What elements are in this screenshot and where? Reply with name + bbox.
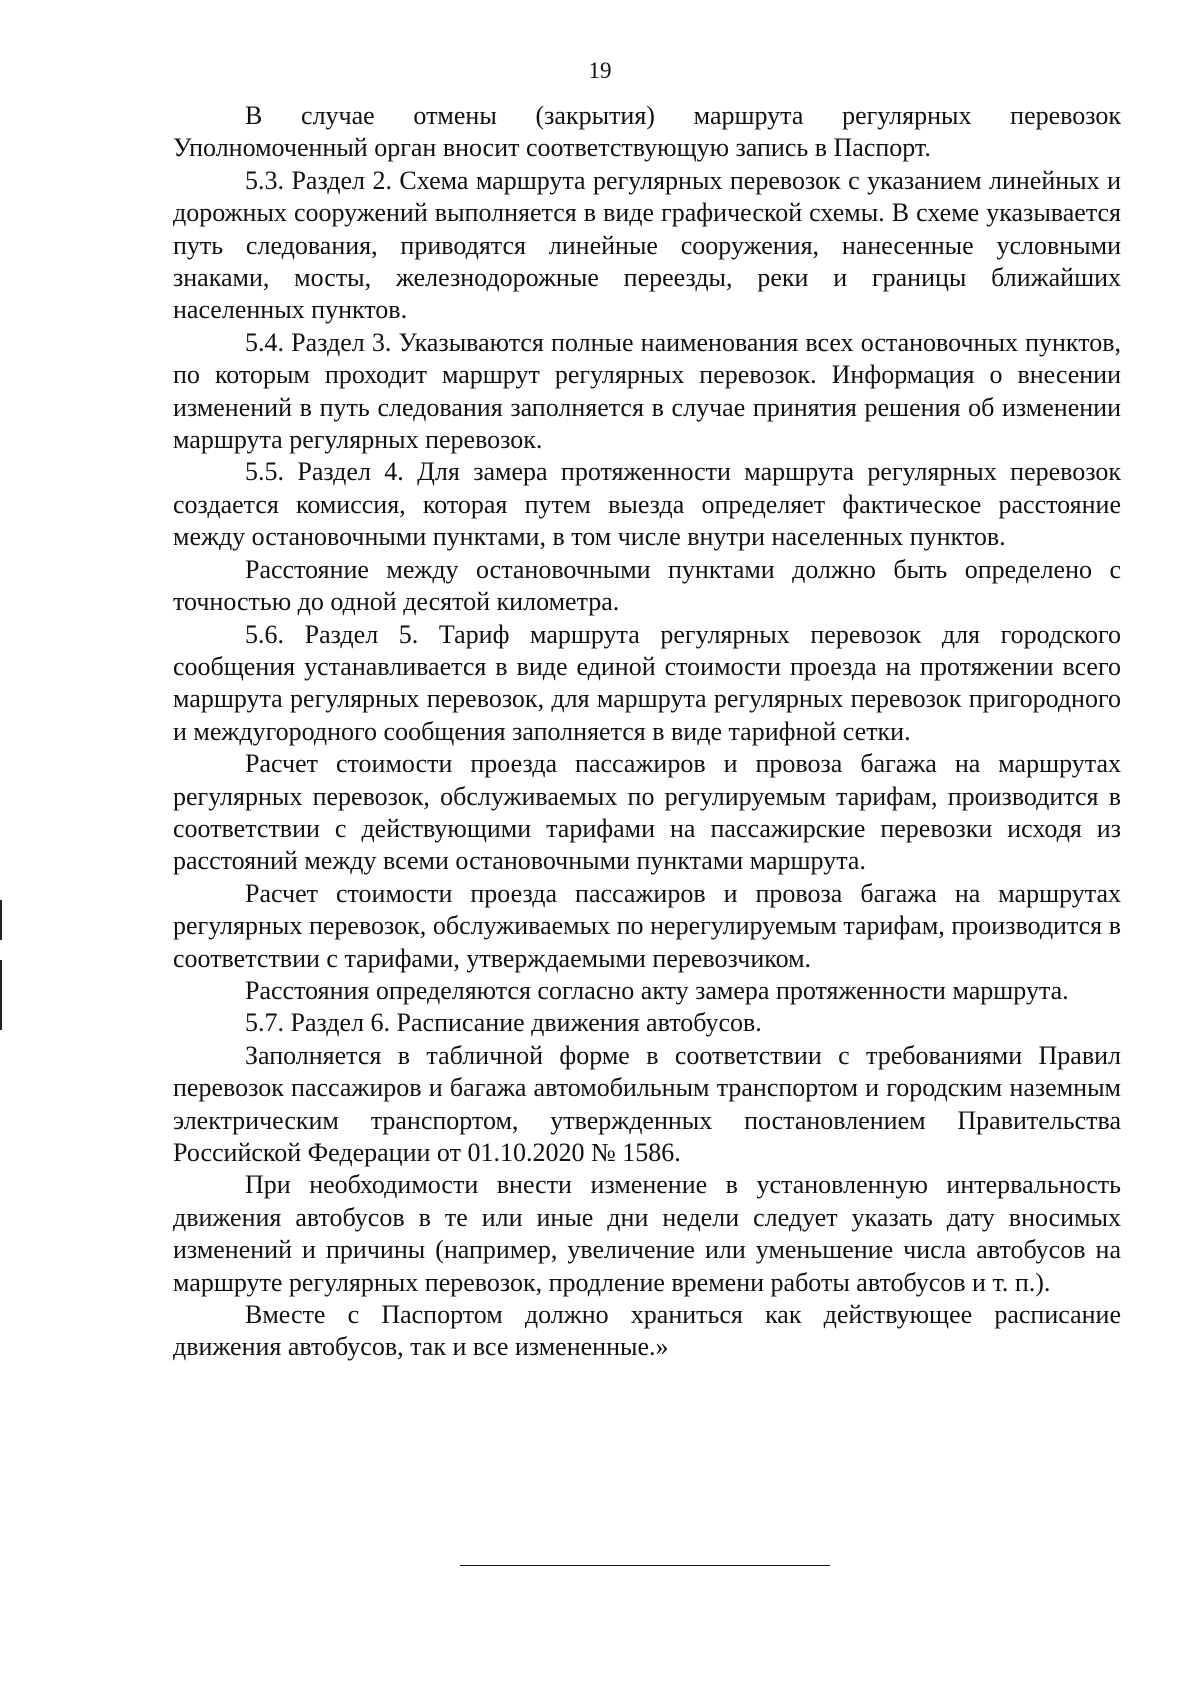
paragraph: Вместе с Паспортом должно храниться как действующее расписание движения автобусов, так и все измененные.» xyxy=(173,1300,1121,1362)
paragraph: Расстояния определяются согласно акту замера протяженности маршрута. xyxy=(245,975,1069,1005)
paragraph: Расстояние между остановочными пунктами должно быть определено с точностью до одной десятой километра. xyxy=(173,554,1121,617)
paragraph: 5.4. Раздел 3. Указываются полные наименования всех остановочных пунктов, по которым проходит маршрут регулярных перевозок. Информация о внесении изменений в путь следования заполняется в случае принятия решения об изменении маршрута регулярных перевозок. xyxy=(173,327,1121,455)
paragraph: 5.3. Раздел 2. Схема маршрута регулярных перевозок с указанием линейных и дорожных сооружений выполняется в виде графической схемы. В схеме указывается путь следования, приводятся линейные сооружения, нанесенные условными знаками, мосты, железнодорожные переезды, реки и границы ближайших населенных пунктов. xyxy=(173,165,1121,325)
paragraph: Расчет стоимости проезда пассажиров и провоза багажа на маршрутах регулярных перевозок, обслуживаемых по нерегулируемым тарифам, производится в соответствии с тарифами, утверждаемыми перевозчиком. xyxy=(173,878,1121,973)
paragraph: При необходимости внести изменение в установленную интервальность движения автобусов в те или иные дни недели следует указать дату вносимых изменений и причины (например, увеличение или уменьшение числа автобусов на маршруте регулярных перевозок, продление времени работы автобусов и т. п.). xyxy=(173,1170,1121,1297)
document-body xyxy=(173,100,1121,1364)
page-number: 19 xyxy=(588,58,612,83)
paragraph: В случае отмены (закрытия) маршрута регулярных перевозок Уполномоченный орган вносит соответствующую запись в Паспорт. xyxy=(173,101,1121,163)
scan-edge-mark xyxy=(0,960,2,1030)
paragraph: Заполняется в табличной форме в соответствии с требованиями Правил перевозок пассажиров и багажа автомобильным транспортом и городским наземным электрическим транспортом, утвержденных постановлением Правительства Российской Федерации от 01.10.2020 № 1586. xyxy=(173,1040,1121,1167)
scan-edge-mark xyxy=(0,900,2,940)
paragraph: 5.6. Раздел 5. Тариф маршрута регулярных перевозок для городского сообщения устанавливается в виде единой стоимости проезда на протяжении всего маршрута регулярных перевозок, для маршрута регулярных перевозок пригородного и междугородного сообщения заполняется в виде тарифной сетки. xyxy=(173,619,1121,746)
paragraph: 5.7. Раздел 6. Расписание движения автобусов. xyxy=(245,1008,762,1038)
paragraph: Расчет стоимости проезда пассажиров и провоза багажа на маршрутах регулярных перевозок, обслуживаемых по регулируемым тарифам, производится в соответствии с действующими тарифами на пассажирские перевозки исходя из расстояний между всеми остановочными пунктами маршрута. xyxy=(173,749,1121,876)
paragraph: 5.5. Раздел 4. Для замера протяженности маршрута регулярных перевозок создается комиссия, которая путем выезда определяет фактическое расстояние между остановочными пунктами, в том числе внутри населенных пунктов. xyxy=(173,457,1121,552)
end-separator-line xyxy=(460,1565,830,1566)
